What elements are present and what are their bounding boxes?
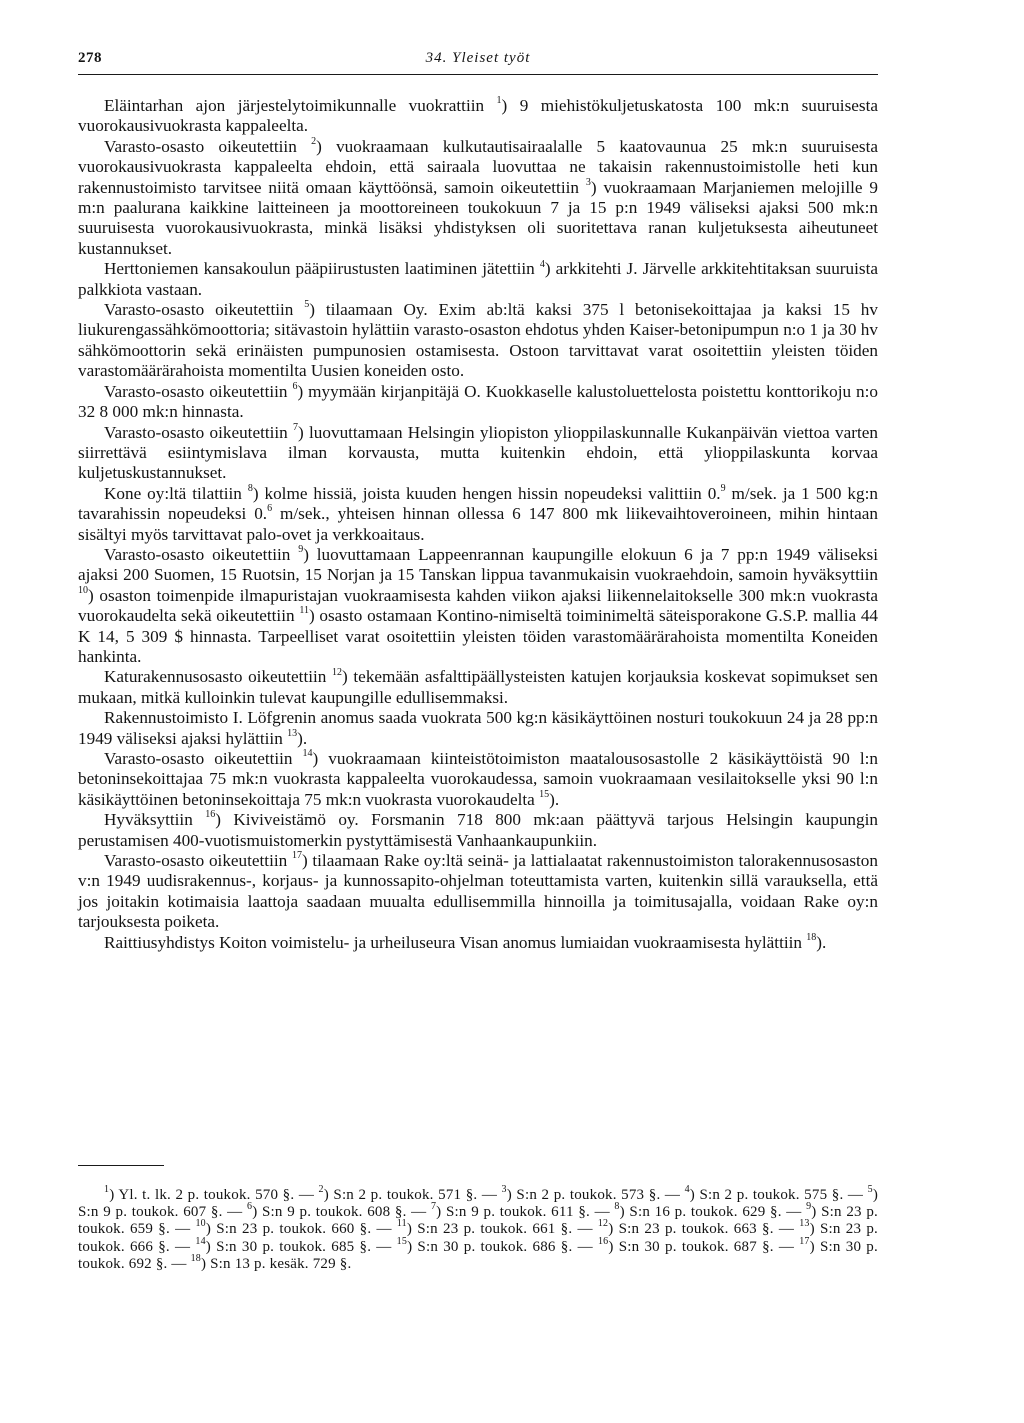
- footnote-marker: 4: [684, 1184, 690, 1195]
- paragraph: [78, 851, 878, 933]
- footnote-marker: 12: [597, 1218, 609, 1230]
- footnote-marker: 4: [539, 258, 545, 270]
- footnote-marker: 18: [806, 931, 817, 943]
- footnote-marker: 7: [430, 1201, 437, 1213]
- text-run: Varasto-osasto oikeutettiin: [104, 851, 292, 871]
- footnote-marker: 14: [302, 748, 313, 760]
- footnote-marker: 15: [396, 1235, 408, 1247]
- text-run: Varasto-osasto oikeutettiin: [104, 749, 303, 768]
- paragraph: [78, 300, 878, 382]
- paragraph: [78, 137, 878, 259]
- text-run: Eläintarhan ajon järjestelytoimikunnalle vuokrattiin: [104, 96, 497, 115]
- text-run: ).: [297, 728, 308, 748]
- text-run: ) osasto ostamaan Kontino-nimiseltä toiminimeltä säteisporakone G.S.P. mallia 44 K 14, 5 309 $ hinnasta. Tarpeelliset varat osoitettiin yleisten töiden varastomäärärahoista momentilta Koneiden hankinta.: [78, 606, 879, 666]
- text-run: ) tilaamaan Oy. Exim ab:ltä kaksi 375 l betonisekoittajaa ja kaksi 15 hv liukurengassähkömoottoria; sitävastoin hylättiin varasto-osaston ehdotus yhden Kaiser-betonipumpun n:o 1 ja 30 hv sähkömoottorin sekä erinäisten pumpunosien ostamisesta. Ostoon tarvittavat varat osoitettiin yleisten töiden varastomäärärahoista momentilta Uusien koneiden osto.: [78, 300, 878, 381]
- text-run: ).: [549, 789, 560, 809]
- text-run: ) S:n 30 p. toukok. 687 §. —: [608, 1238, 800, 1255]
- text-run: ) myymään kirjanpitäjä O. Kuokkaselle kalustoluettelosta poistettu konttorikoju n:o 32 8 000 mk:n hinnasta.: [78, 381, 878, 422]
- footnote-marker: 8: [247, 482, 253, 494]
- text-run: ) vuokraamaan kulkutautisairaalalle 5 kaatovaunua 25 mk:n suuruisesta vuorokausivuokrasta kappaleelta ehdoin, että sairaala luovuttaa ne takaisin rakennustoimistolle heti kun rakennustoimisto tarvitsee niitä omaan käyttöönsä, samoin oikeutettiin: [78, 136, 878, 197]
- text-run: ) 9 miehistökuljetuskatosta 100 mk:n suuruisesta vuorokausivuokrasta kappaleelta.: [78, 96, 878, 136]
- text-run: ) S:n 2 p. toukok. 571 §. —: [323, 1187, 502, 1203]
- text-run: ) S:n 2 p. toukok. 575 §. —: [689, 1187, 868, 1203]
- text-run: ) osaston toimenpide ilmapuristajan vuokraamisesta kahden viikon ajaksi liikennelaitokselle 300 mk:n vuokrasta vuorokaudelta sekä oikeutettiin: [78, 585, 878, 626]
- footnote-marker: 14: [195, 1235, 206, 1247]
- text-run: ) S:n 30 p. toukok. 692 §. —: [78, 1238, 878, 1272]
- text-run: ) kolme hissiä, joista kuuden hengen hissin nopeudeksi valittiin 0.: [252, 483, 721, 503]
- text-run: Varasto-osasto oikeutettiin: [104, 136, 312, 156]
- text-run: ) luovuttamaan Lappeenrannan kaupungille elokuun 6 ja 7 pp:n 1949 väliseksi ajaksi 200 Suomen, 15 Ruotsin, 15 Norjan ja 15 Tanskan lippua tavanmukaisin vuokraehdoin, samoin hyväksyttiin: [78, 544, 878, 585]
- footnote-marker: 6: [246, 1201, 253, 1213]
- footnote-marker: 9: [298, 544, 304, 556]
- text-run: ) S:n 23 p. toukok. 666 §. —: [78, 1221, 878, 1255]
- paragraph: [78, 259, 878, 300]
- footnote-marker: 5: [867, 1184, 873, 1195]
- text-run: ) vuokraamaan kiinteistötoimiston maatalousosastolle 2 käsikäyttöistä 90 l:n betoninsekoittajaa 75 mk:n vuokrasta kappaleelta vuorokaudessa, samoin vuokraamaan vesilaitokselle yksi 90 l:n käsikäyttöinen betoninsekoittaja 75 mk:n vuokrasta vuorokaudelta: [78, 749, 879, 809]
- text-run: Katurakennusosasto oikeutettiin: [104, 667, 333, 687]
- text-run: ) S:n 23 p. toukok. 661 §. —: [406, 1221, 598, 1238]
- footnote-marker: 17: [799, 1235, 810, 1247]
- footnote-marker: 9: [720, 482, 726, 494]
- paragraph: [78, 545, 878, 667]
- text-run: Kone oy:ltä tilattiin: [104, 483, 248, 503]
- footnote-marker: 7: [293, 421, 299, 433]
- text-run: ) S:n 30 p. toukok. 685 §. —: [205, 1238, 397, 1255]
- footnote-marker: 2: [311, 136, 317, 148]
- text-run: Herttoniemen kansakoulun pääpiirustusten laatiminen jätettiin: [104, 259, 540, 279]
- footnote-marker: 18: [190, 1252, 201, 1264]
- footnote-marker: 3: [501, 1184, 507, 1195]
- text-run: ) vuokraamaan Marjaniemen melojille 9 m:n paalurana kaikkine laitteineen ja moottoreineen toukokuun 7 ja 15 p:n 1949 väliseksi ajaksi 500 mk:n suuruisesta vuorokausivuokrasta, minkä lisäksi yhdistyksen oli suoritettava ranan kuljetuksesta aiheutuneet kustannukset.: [78, 177, 878, 258]
- footnote-marker: 15: [539, 789, 550, 801]
- footnote-marker: 8: [614, 1201, 620, 1213]
- footnote-marker: 9: [806, 1201, 812, 1213]
- text-run: ) tilaamaan Rake oy:ltä seinä- ja lattialaatat rakennustoimiston talorakennusosaston v:n 1949 uudisrakennus-, korjaus- ja kunnossapito-ohjelman toteuttamista varten, kuitenkin sillä varauksella, että jos joitakin kotimaisia laattoja saadaan muualta edullisemmilla hinnoilla ja toimitusajalla, voidaan Rake oy:n tarjouksesta poiketa.: [78, 851, 878, 932]
- paragraph: [78, 708, 878, 749]
- footnote-marker: 16: [597, 1235, 609, 1247]
- body-text: [78, 96, 878, 953]
- page-header: [78, 50, 878, 75]
- text-run: m/sek. ja 1 500 kg:n tavarahissin nopeudeksi 0.: [78, 483, 878, 524]
- footnote-marker: 5: [304, 299, 310, 311]
- running-head: 34. Yleiset työt: [425, 50, 531, 66]
- footnote-marker: 12: [332, 666, 343, 678]
- footnote-marker: 10: [78, 585, 88, 597]
- footnote-marker: 3: [585, 176, 591, 188]
- text-run: ) Yl. t. lk. 2 p. toukok. 570 §. —: [109, 1187, 319, 1203]
- footnote-marker: 11: [299, 605, 309, 617]
- paragraph: [78, 382, 878, 423]
- footnote-marker: 6: [292, 380, 298, 392]
- text-run: ) tekemään asfalttipäällysteisten katujen korjauksia koskevat sopimukset sen mukaan, mitkä kulloinkin tulevat kaupungille edullisemmaksi.: [78, 667, 878, 707]
- text-run: ) arkkitehti J. Järvelle arkkitehtitaksan suuruista palkkiota vastaan.: [78, 259, 878, 299]
- text-run: ) S:n 23 p. toukok. 660 §. —: [205, 1221, 397, 1238]
- paragraph: [78, 667, 878, 708]
- footnote-marker: 1: [104, 1184, 110, 1195]
- footnote-marker: 13: [799, 1218, 810, 1230]
- text-run: Varasto-osasto oikeutettiin: [104, 422, 294, 442]
- text-run: Varasto-osasto oikeutettiin: [104, 381, 293, 401]
- footnote-marker: 1: [496, 95, 502, 107]
- text-run: ) Kiviveistämö oy. Forsmanin 718 800 mk:aan päättyvä tarjous Helsingin kaupungin perustamisen 400-vuotismuistomerkin pystyttämisestä Vanhaankaupunkiin.: [78, 810, 878, 850]
- text-run: m/sek., yhteisen hinnan ollessa 6 147 800 mk liikevaihtoveroineen, mihin hintaan sisältyi myös tarvittavat palo-ovet ja verkkoaitaus.: [78, 504, 878, 544]
- paragraph: [78, 96, 878, 137]
- paragraph: [78, 423, 878, 484]
- text-run: Varasto-osasto oikeutettiin: [104, 300, 305, 320]
- text-run: ) S:n 9 p. toukok. 611 §. —: [436, 1204, 615, 1221]
- footnotes: [78, 1184, 879, 1273]
- footnote-marker: 13: [287, 727, 298, 739]
- paragraph: [78, 484, 878, 545]
- text-run: ) S:n 30 p. toukok. 686 §. —: [407, 1238, 598, 1255]
- text-run: ) S:n 16 p. toukok. 629 §. —: [619, 1204, 807, 1221]
- footnote-marker: 2: [318, 1184, 324, 1195]
- text-run: Hyväksyttiin: [104, 810, 206, 830]
- page-number: 278: [78, 50, 102, 66]
- text-run: Rakennustoimisto I. Löfgrenin anomus saada vuokrata 500 kg:n käsikäyttöinen nosturi toukokuun 24 ja 28 pp:n 1949 väliseksi ajaksi hylättiin: [78, 708, 878, 748]
- text-run: ) S:n 9 p. toukok. 608 §. —: [252, 1204, 431, 1221]
- text-run: Raittiusyhdistys Koiton voimistelu- ja urheiluseura Visan anomus lumiaidan vuokraamisesta hylättiin: [104, 932, 807, 952]
- text-run: Varasto-osasto oikeutettiin: [104, 544, 299, 564]
- text-run: ) S:n 9 p. toukok. 607 §. —: [78, 1187, 879, 1221]
- footnote-marker: 17: [291, 850, 302, 862]
- text-run: ) S:n 2 p. toukok. 573 §. —: [506, 1187, 685, 1203]
- footnote-rule: [78, 1165, 164, 1166]
- footnote-marker: 16: [205, 809, 216, 821]
- footnote-paragraph: [78, 1184, 879, 1273]
- text-run: ) S:n 23 p. toukok. 659 §. —: [78, 1204, 878, 1238]
- paragraph: [78, 933, 878, 953]
- text-run: ).: [816, 932, 827, 952]
- text-run: ) S:n 13 p. kesäk. 729 §.: [200, 1255, 352, 1272]
- footnote-marker: 11: [396, 1218, 407, 1230]
- text-run: ) S:n 23 p. toukok. 663 §. —: [608, 1221, 800, 1238]
- footnote-marker: 10: [195, 1218, 206, 1230]
- text-run: ) luovuttamaan Helsingin yliopiston ylioppilaskunnalle Kukanpäivän viettoa varten siirrettävä esiintymislava ilman korvausta, mutta kuitenkin ehdoin, että ylioppilaskunta korvaa kuljetuskustannukset.: [78, 422, 878, 483]
- footnote-marker: 6: [267, 503, 273, 515]
- paragraph: [78, 810, 878, 851]
- paragraph: [78, 749, 878, 810]
